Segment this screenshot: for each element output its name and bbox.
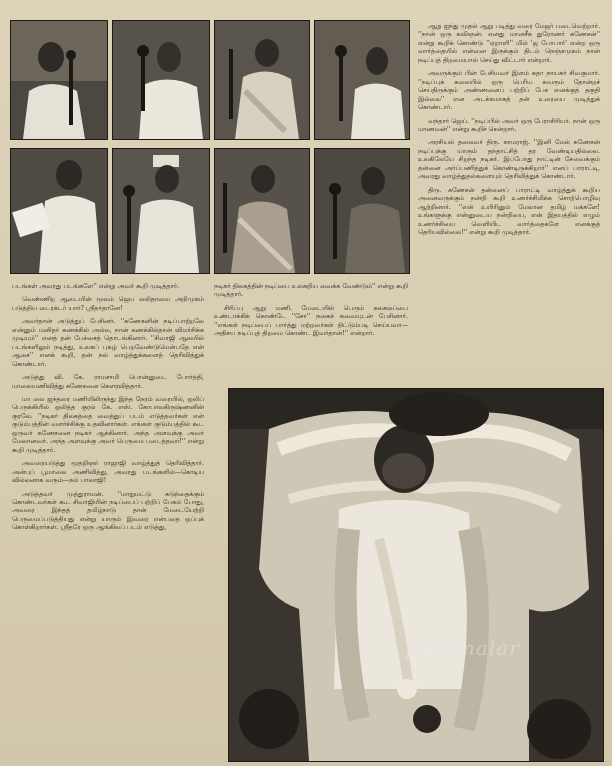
paragraph: வெண்ணிற ஆடையின் மூலம் ஜெய லலிதாவை அறிமுகம் படுத்திய டைரக்டர் யார்? ஸ்ரீதர்தானே! (12, 295, 204, 312)
article-column-right (418, 22, 600, 241)
paragraph: மா லை ஐந்தரை மணியிலிருந்து இந்த நேரம் வரையில், ஒலிப் பெருக்கியில் ஒலித்த குரல் கே. எஸ். கோபாலகிருஷ்ணனின் குரலே. ''நடிகர் திலகத்தை வைத்துப் படம் எடுத்தவர்கள் என் குடும்பத்தின் வளர்ச்சிக்கு உதவினார்கள். எங்கள் குடும்பத்தில் கூட ஒருவர் கணேசனை நடிகர் ஆக்கினார். அந்த அளவுக்கு அவர் மேலானவர். அந்த அளவுக்கு அவர் பெருமை படைத்தவர்!'' என்று கூறி முடித்தார். (12, 394, 204, 454)
paragraph: அவர்தான் அடுத்துப் பேசினர். ''கணேசனின் நடிப்பாற்றலே என்னும் மனிதர் கணக்கில் அல்ல, நான் கணக்கில்தான் விமர்சிக்க முடியும்'' எனத் தன் பேச்சைத் தொடங்கினார். ''சிவாஜி ஆலயில் படங்களிலும் நடித்து, உலகப் புகழ் பெறவேண்டுமென்பதே என் ஆசை'' எனக் கூறி, தன் நல் வாழ்த்துக்களைத் தெரிவித்துக் கொண்டார். (12, 317, 204, 368)
paragraph: அவருக்கும் பின் பேசியவர் இளம் கதா நாயகர் சிவகுமார். ''நடிப்புக் கலையில் ஒரு பெரிய சுவரும் தோன்றச் செய்திருக்கும் அண்ணனைப் பற்றிப் பேச எனக்குத் தகுதி இல்லை'' என அடக்கமாகத் தன் உரையை முடித்துக் கொண்டார். (418, 69, 600, 112)
paragraph: சிரிப்பு ஆறு மணி. மேடையில் பெரும் கலகலப்பை உண்டாக்கிக் கொண்டே ''சோ'' நகைச் சுவையுடன் பேசினார். ''எங்கள் நடிப்பைப் பார்த்து மற்றவர்கள் திட்டும்படி செய்யவா—அதிசய நடிப்புத் திறமை கொண்ட இவர்தான்!'' என்றார். (214, 303, 408, 338)
paragraph: திரு. கணேசன் தன்னைப் பாராட்டி வாழ்த்துக் கூறிய அனைவருக்கும் நன்றி கூறி உணர்ச்சிமிக்க சொற்பொழிவு ஆற்றினார். ''என் உயிரினும் மேலான தமிழ் மக்களே! உங்களுக்கு என்னுடைய நன்றியை, என் இதயத்தில் எழும் உணர்ச்சியை வெளியிட வார்த்தைகளே எனக்குத் தெரியவில்லை!'' என்று கூறி முடித்தார். (418, 185, 600, 236)
paragraph: வந்தார் ஜெய். ''நடிப்பில் அவர் ஒரு பேராசிரியர். நான் ஒரு மாணவன்'' என்று கூறிச் சென்றார். (418, 116, 600, 133)
photo-speaker-4 (314, 20, 410, 140)
paragraph: நடிகர் திலகத்தின் நடிப்பை உலகறிய வைக்க வேண்டும்'' என்று கூறி முடித்தார். (214, 282, 408, 299)
photo-garlanded-actor (228, 388, 604, 762)
photo-speaker-5 (10, 148, 108, 274)
paragraph: அரசியல் தலைவர் திரு. காமராஜ். ''இனி மேல் கணேசன் நடிப்புக்கு யாரும் தந்தாட்சித் தர வேண்டியதில்லை. உலகிலேயே சிறந்த நடிகர். இப்போது நாட்டின் சேவைக்கும் தன்னை அர்ப்பணித்துக் கொண்டிருக்கிறார்'' எனப் பாராட்டி, அவரது வாழ்த்துதல்களையும் தெரிவித்துக் கொண்டார். (418, 138, 600, 181)
paragraph: ஆறு ஐந்து முதல் ஆறு படித்து வரை மேஜர் படைவெற்றார். ''நான் ஒரு கவிஞன். எனது மானசீக துரோணர் கணேசன்'' என்று கூறிக் கொண்டு ''ஏறாளி'' மில் 'ஜ போபார்' என்ற ஒரு வார்த்தையில் என்னை இருக்கும் திடம் நெஞ்சமுகம் நான் நடிப்புத் திறமையால் செய்து விட்டார் என்றார். (418, 22, 600, 64)
photo-speaker-3 (214, 20, 310, 140)
photo-speaker-2 (112, 20, 210, 140)
photo-speaker-7 (214, 148, 310, 274)
paragraph: அவரையடுத்து மூதறிஞர் ராஜாஜி வாழ்த்துத் தெரிவித்தார். அன்புப் பூமாலை அணிவித்து, அவரது படங்களில்—கொடிய வில்லனாக வரும்—நம் பாலாஜி! (12, 459, 204, 485)
article-column-middle (214, 282, 408, 343)
paragraph: படங்கள் அவரது படங்களே'' என்று அவர் கூறி முடித்தார். (12, 282, 180, 290)
photo-speaker-6 (112, 148, 210, 274)
paragraph: அடுத்தவர் முத்துராமன். ''மாநுமட்டு கடுந்தைக்கும் கொண்டவர்கள் கூட சிவாஜியின் நடிப்பைப் பற்றிப் பேசும் போது, அவரை இந்தத் தமிழ்நாடு தான் மேடையேற்றி பெருமைப்படுத்தியது என்று யாரும் இவரை என்பதை ஒப்புக் கொள்கிறார்கள். ஸ்ரீதரே ஒரு ஆங்கிலப் படம் எடுத்து, (12, 489, 204, 532)
photo-speaker-1 (10, 20, 108, 140)
paragraph: அடுத்து வி. கே. ராமசாமி பொன்னுடை போர்த்தி, மாலையணிவித்து கணேசனை கௌரவித்தார். (12, 373, 204, 390)
watermark-text: perumalar (405, 636, 520, 660)
photo-speaker-8 (314, 148, 410, 274)
article-column-left (12, 282, 204, 537)
